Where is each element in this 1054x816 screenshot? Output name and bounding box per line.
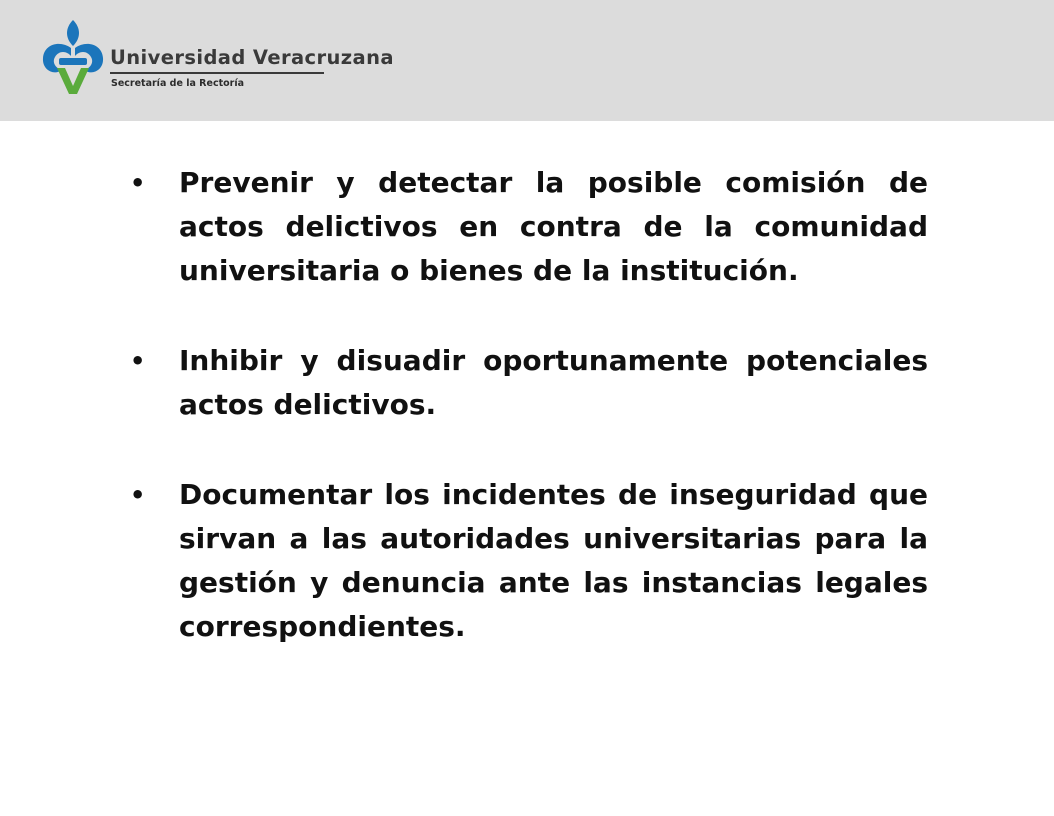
bullet-marker: • <box>130 169 146 197</box>
bullet-item <box>128 161 928 293</box>
bullet-list <box>128 161 928 695</box>
department-name: Secretaría de la Rectoría <box>111 78 244 89</box>
bullet-text: Documentar los incidentes de inseguridad que sirvan a las autoridades universitarias para la gestión y denuncia ante las instancias legales correspondientes. <box>179 478 928 643</box>
header-bar <box>0 0 1054 121</box>
bullet-marker: • <box>130 347 146 375</box>
university-name: Universidad Veracruzana <box>110 46 394 69</box>
bullet-text: Prevenir y detectar la posible comisión de actos delictivos en contra de la comunidad universitaria o bienes de la institución. <box>179 166 928 287</box>
bullet-item <box>128 473 928 649</box>
bullet-item <box>128 339 928 427</box>
university-logo-icon <box>40 18 106 98</box>
bullet-marker: • <box>130 481 146 509</box>
logo-divider <box>110 72 324 74</box>
bullet-text: Inhibir y disuadir oportunamente potenciales actos delictivos. <box>179 344 928 421</box>
